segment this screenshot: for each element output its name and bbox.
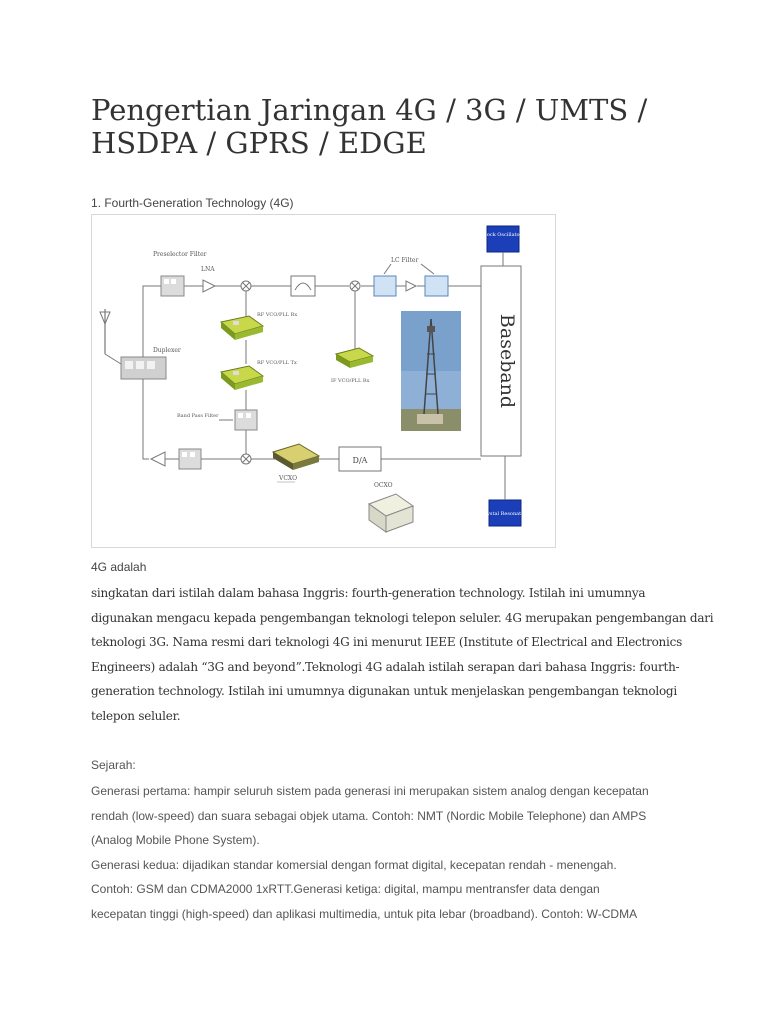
baseband-label: Baseband [496, 313, 518, 409]
section-heading: 1. Fourth-Generation Technology (4G) [91, 196, 294, 210]
history-heading: Sejarah: [91, 758, 136, 772]
lead-text: 4G adalah [91, 560, 147, 574]
if-filter-block [291, 276, 315, 296]
block-diagram-figure [91, 214, 556, 548]
tx-mixer [241, 454, 251, 464]
tx-filter-block [179, 449, 201, 469]
if-vco-label: IF VCO/PLL Rx [331, 378, 370, 384]
da-label: D/A [352, 456, 368, 465]
paragraph-line: Generasi pertama: hampir seluruh sistem pada generasi ini merupakan sistem analog dengan kecepatan [91, 784, 649, 798]
rf-vco-tx-label: RF VCO/PLL Tx [257, 360, 297, 366]
preselector-label: Preselector Filter [153, 251, 207, 258]
cell-tower-image [401, 311, 461, 431]
lc-filter-label: LC Filter [391, 257, 419, 264]
paragraph-line: (Analog Mobile Phone System). [91, 833, 260, 848]
paragraph-line: teknologi 3G. Nama resmi dari teknologi 4G ini menurut IEEE (Institute of Electrical and Electronics [91, 635, 683, 650]
paragraph-line: singkatan dari istilah dalam bahasa Inggris: fourth-generation technology. Istilah ini umumnya [91, 586, 646, 600]
rx-mixer [241, 281, 251, 291]
baseband-block [481, 266, 521, 456]
paragraph-line: Contoh: GSM dan CDMA2000 1xRTT.Generasi ketiga: digital, mampu mentransfer data dengan [91, 882, 600, 897]
crystal-label: Crystal Resonators [480, 511, 530, 517]
da-converter-block [339, 447, 381, 471]
vcxo-label: VCXO [279, 475, 298, 482]
ocxo-label: OCXO [374, 482, 393, 489]
history-paragraph [91, 779, 691, 927]
paragraph-line: Engineers) adalah “3G and beyond”.Teknologi 4G adalah istilah serapan dari bahasa Inggris: fourth- [91, 659, 680, 674]
if-mixer [350, 281, 360, 291]
paragraph-line: telepon seluler. [91, 708, 181, 723]
lna-label: LNA [201, 266, 215, 273]
paragraph-line: Generasi kedua: dijadikan standar komersial dengan format digital, kecepatan rendah - menengah. [91, 857, 617, 872]
paragraph-line: digunakan mengacu kepada pengembangan teknologi telepon seluler. 4G merupakan pengembangan dari [91, 610, 714, 625]
rf-vco-rx-label: RF VCO/PLL Rx [257, 312, 298, 318]
definition-paragraph [91, 581, 714, 729]
duplexer-label: Duplexer [153, 347, 181, 354]
clock-label: Clock Oscillators [481, 232, 525, 238]
paragraph-line: generation technology. Istilah ini umumnya digunakan untuk menjelaskan pengembangan teknologi [91, 684, 677, 699]
paragraph-line: kecepatan tinggi (high-speed) dan aplikasi multimedia, untuk pita lebar (broadband). Contoh: W-CDMA [91, 906, 638, 921]
page-title: Pengertian Jaringan 4G / 3G / UMTS / HSDPA / GPRS / EDGE [91, 93, 648, 160]
paragraph-line: rendah (low-speed) dan suara sebagai objek utama. Contoh: NMT (Nordic Mobile Telephone) dan AMPS [91, 808, 647, 823]
bandpass-label: Band Pass Filter [177, 413, 219, 419]
